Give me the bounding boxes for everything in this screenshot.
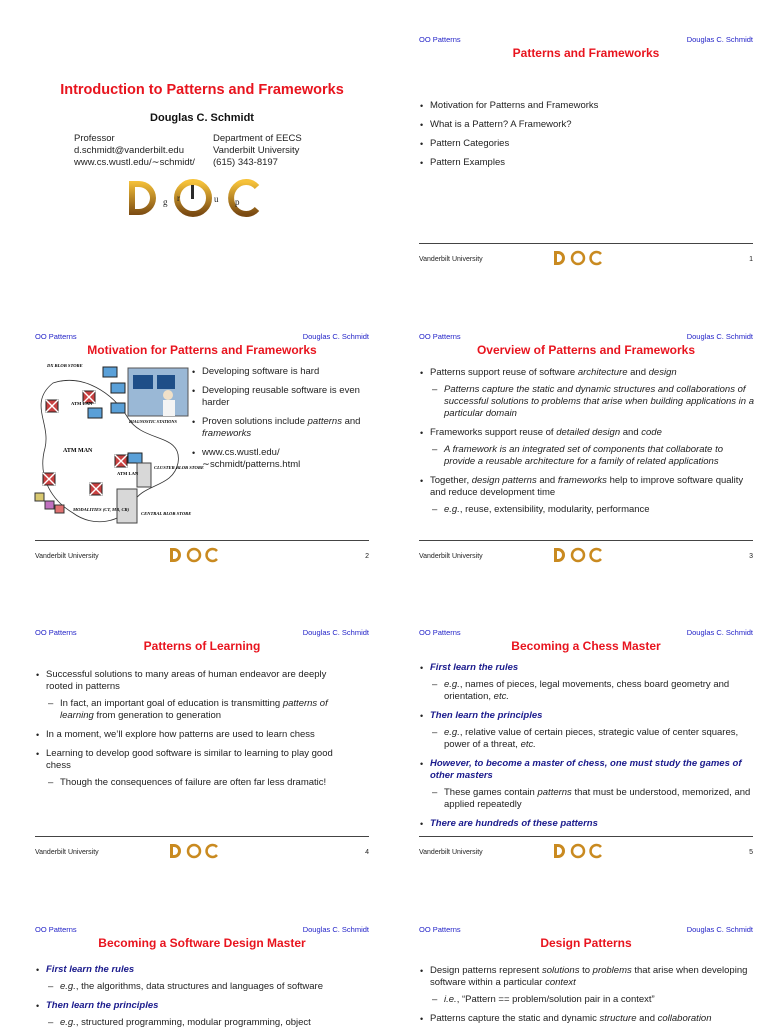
header-course: OO Patterns xyxy=(35,925,77,934)
author-email: d.schmidt@vanderbilt.edu xyxy=(74,145,184,156)
server-icon xyxy=(137,463,151,487)
presentation-title: Introduction to Patterns and Frameworks xyxy=(60,82,344,98)
bullet-item: • First learn the rules – e.g., the algorithms, data structures and languages of software xyxy=(35,964,371,993)
slide-title: Patterns and Frameworks xyxy=(512,46,660,60)
sub-item: – These games contain patterns that must be understood, memorized, and applied repeatedly xyxy=(430,787,755,811)
doc-logo xyxy=(553,843,603,859)
sub-item: – e.g., relative value of certain pieces, strategic value of center squares, power of a threat, etc. xyxy=(430,727,755,751)
diagnostic-stations-label: DIAGNOSTIC STATIONS xyxy=(129,419,177,424)
sub-item: – Patterns capture the static and dynamic structures and collaborations of successful solutions to problems that arise when building applications in a particular domain xyxy=(430,384,755,420)
footer-university: Vanderbilt University xyxy=(419,849,483,856)
sub-item: – A framework is an integrated set of components that collaborate to provide a reusable architecture for a family of related applications xyxy=(430,444,755,468)
slide-footer xyxy=(419,254,753,268)
page-number: 3 xyxy=(749,553,753,560)
author-website: www.cs.wustl.edu/∼schmidt/ xyxy=(74,157,195,168)
footer-university: Vanderbilt University xyxy=(35,553,99,560)
slide-5 xyxy=(413,623,759,888)
slide-title: Becoming a Software Design Master xyxy=(98,936,306,950)
bullet-item: • Learning to develop good software is similar to learning to play good chess – Though the consequences of failure are often far less dramatic! xyxy=(35,748,355,789)
central-blob-store-label: CENTRAL BLOB STORE xyxy=(141,511,192,516)
slide-1 xyxy=(413,30,759,295)
slide-title: Motivation for Patterns and Frameworks xyxy=(87,343,317,357)
logo-letter: u xyxy=(214,194,219,204)
author-department: Department of EECS xyxy=(213,133,302,144)
atm-lan-label: ATM LAN xyxy=(71,401,93,406)
slide-6 xyxy=(29,920,375,1028)
bullet-item: • Together, design patterns and frameworks help to improve software quality and reduce development time – e.g., reuse, extensibility, modularity, performance xyxy=(419,475,755,516)
workstation-icon xyxy=(88,408,102,418)
cluster-blob-store-label: CLUSTER BLOB STORE xyxy=(154,465,204,470)
bullet-item: • What is a Pattern? A Framework? xyxy=(419,119,753,131)
header-course: OO Patterns xyxy=(419,628,461,637)
header-author: Douglas C. Schmidt xyxy=(686,925,753,934)
bullet-item: • Proven solutions include patterns and frameworks xyxy=(191,416,366,440)
page-number: 5 xyxy=(749,849,753,856)
header-course: OO Patterns xyxy=(35,628,77,637)
author-role: Professor xyxy=(74,133,115,144)
footer-university: Vanderbilt University xyxy=(419,553,483,560)
workstation-icon xyxy=(111,403,125,413)
contact-left-column xyxy=(74,133,195,169)
header-author: Douglas C. Schmidt xyxy=(686,628,753,637)
header-author: Douglas C. Schmidt xyxy=(686,35,753,44)
header-course: OO Patterns xyxy=(419,35,461,44)
atm-lan-label: ATM LAN xyxy=(117,471,139,476)
header-course: OO Patterns xyxy=(35,332,77,341)
doc-logo xyxy=(169,547,219,563)
bullet-list xyxy=(419,367,755,523)
slide-title: Patterns of Learning xyxy=(143,639,261,653)
modality-icon xyxy=(35,493,44,501)
bullet-item: • Then learn the principles – e.g., structured programming, modular programming, object xyxy=(35,1000,371,1029)
bullet-item: • Developing reusable software is even harder xyxy=(191,385,366,409)
modalities-label: MODALITIES (CT, MR, CR) xyxy=(73,507,130,512)
doc-logo xyxy=(169,843,219,859)
header-course: OO Patterns xyxy=(419,332,461,341)
slide-7 xyxy=(413,920,759,1024)
bullet-item: • First learn the rules – e.g., names of pieces, legal movements, chess board geometry and orientation, etc. xyxy=(419,662,755,703)
doc-logo xyxy=(553,250,603,266)
author-name: Douglas C. Schmidt xyxy=(150,112,254,124)
slide-title xyxy=(29,30,375,295)
contact-right-column xyxy=(213,133,302,169)
bullet-list xyxy=(419,965,755,1032)
footer-university: Vanderbilt University xyxy=(35,849,99,856)
logo-clock-hand xyxy=(191,185,194,199)
atm-man-label: ATM MAN xyxy=(63,448,93,454)
header-author: Douglas C. Schmidt xyxy=(302,332,369,341)
modality-icon xyxy=(55,505,64,513)
header-author: Douglas C. Schmidt xyxy=(302,925,369,934)
footer-rule xyxy=(35,836,369,837)
workstation-icon xyxy=(111,383,125,393)
bullet-item: • Successful solutions to many areas of human endeavor are deeply rooted in patterns – In fact, an important goal of education is transmitting patterns of learning from generation to generation xyxy=(35,669,355,722)
logo-letter: p xyxy=(235,197,240,207)
modality-icon xyxy=(45,501,54,509)
bullet-item: • There are hundreds of these patterns xyxy=(419,818,755,830)
bullet-item: • Then learn the principles – e.g., relative value of certain pieces, strategic value of center squares, power of a threat, etc. xyxy=(419,710,755,751)
slide-title: Becoming a Chess Master xyxy=(511,639,661,653)
sub-item: – In fact, an important goal of education is transmitting patterns of learning from generation to generation xyxy=(46,698,355,722)
footer-rule xyxy=(35,540,369,541)
workstation-icon xyxy=(128,453,142,463)
header-author: Douglas C. Schmidt xyxy=(686,332,753,341)
footer-rule xyxy=(419,540,753,541)
slide-title: Overview of Patterns and Frameworks xyxy=(476,343,696,357)
sub-item: – e.g., structured programming, modular programming, object xyxy=(46,1017,371,1029)
footer-rule xyxy=(419,243,753,244)
bullet-item: • However, to become a master of chess, one must study the games of other masters – These games contain patterns that must be understood, memorized, and applied repeatedly xyxy=(419,758,755,811)
bullet-item: • Motivation for Patterns and Frameworks xyxy=(419,100,753,112)
bullet-item: • Patterns support reuse of software architecture and design – Patterns capture the static and dynamic structures and collaborations of successful solutions to problems that arise when building applications in a particular domain xyxy=(419,367,755,420)
footer-university: Vanderbilt University xyxy=(419,256,483,263)
page-number: 1 xyxy=(749,256,753,263)
bullet-item: • Patterns capture the static and dynamic structure and collaboration xyxy=(419,1013,755,1025)
page-number: 2 xyxy=(365,553,369,560)
slide-footer xyxy=(419,551,753,565)
sub-item: – e.g., reuse, extensibility, modularity, performance xyxy=(430,504,755,516)
sub-item: – e.g., the algorithms, data structures and languages of software xyxy=(46,981,371,993)
bullet-item: • www.cs.wustl.edu/∼schmidt/patterns.html xyxy=(191,447,366,471)
sub-item: – e.g., names of pieces, legal movements, chess board geometry and orientation, etc. xyxy=(430,679,755,703)
footer-rule xyxy=(419,836,753,837)
bullet-list xyxy=(35,964,371,1036)
doc-group-logo-large xyxy=(125,178,261,218)
bullet-item: • Frameworks support reuse of detailed design and code – A framework is an integrated set of components that collaborate to provide a reusable architecture for a family of related applications xyxy=(419,427,755,468)
slide-footer xyxy=(419,847,753,861)
bullet-item: • Design patterns represent solutions to problems that arise when developing software within a particular context – i.e., “Pattern == problem/solution pair in a context” xyxy=(419,965,755,1006)
bullet-list xyxy=(191,366,366,478)
logo-letter: g xyxy=(163,197,168,207)
slide-title: Design Patterns xyxy=(540,936,632,950)
dx-blob-store-label: DX BLOB STORE xyxy=(47,363,83,368)
bullet-item: • Pattern Examples xyxy=(419,157,753,169)
slide-2 xyxy=(29,327,375,592)
slide-footer xyxy=(35,551,369,565)
header-course: OO Patterns xyxy=(419,925,461,934)
bullet-list xyxy=(419,100,753,176)
page-number: 4 xyxy=(365,849,369,856)
workstation-icon xyxy=(103,367,117,377)
author-university: Vanderbilt University xyxy=(213,145,300,156)
bullet-item: • Developing software is hard xyxy=(191,366,366,378)
slide-footer xyxy=(35,847,369,861)
sub-item: – Though the consequences of failure are often far less dramatic! xyxy=(46,777,355,789)
bullet-item: • In a moment, we’ll explore how patterns are used to learn chess xyxy=(35,729,355,741)
logo-letter: r xyxy=(177,193,180,203)
sub-item: – i.e., “Pattern == problem/solution pair in a context” xyxy=(430,994,755,1006)
header-author: Douglas C. Schmidt xyxy=(302,628,369,637)
slide-3 xyxy=(413,327,759,592)
author-phone: (615) 343-8197 xyxy=(213,157,278,168)
server-icon xyxy=(117,489,137,523)
bullet-list xyxy=(419,662,755,837)
bullet-item: • Pattern Categories xyxy=(419,138,753,150)
medical-imaging-network-diagram xyxy=(33,363,204,535)
doc-logo xyxy=(553,547,603,563)
bullet-list xyxy=(35,669,355,796)
slide-4 xyxy=(29,623,375,888)
